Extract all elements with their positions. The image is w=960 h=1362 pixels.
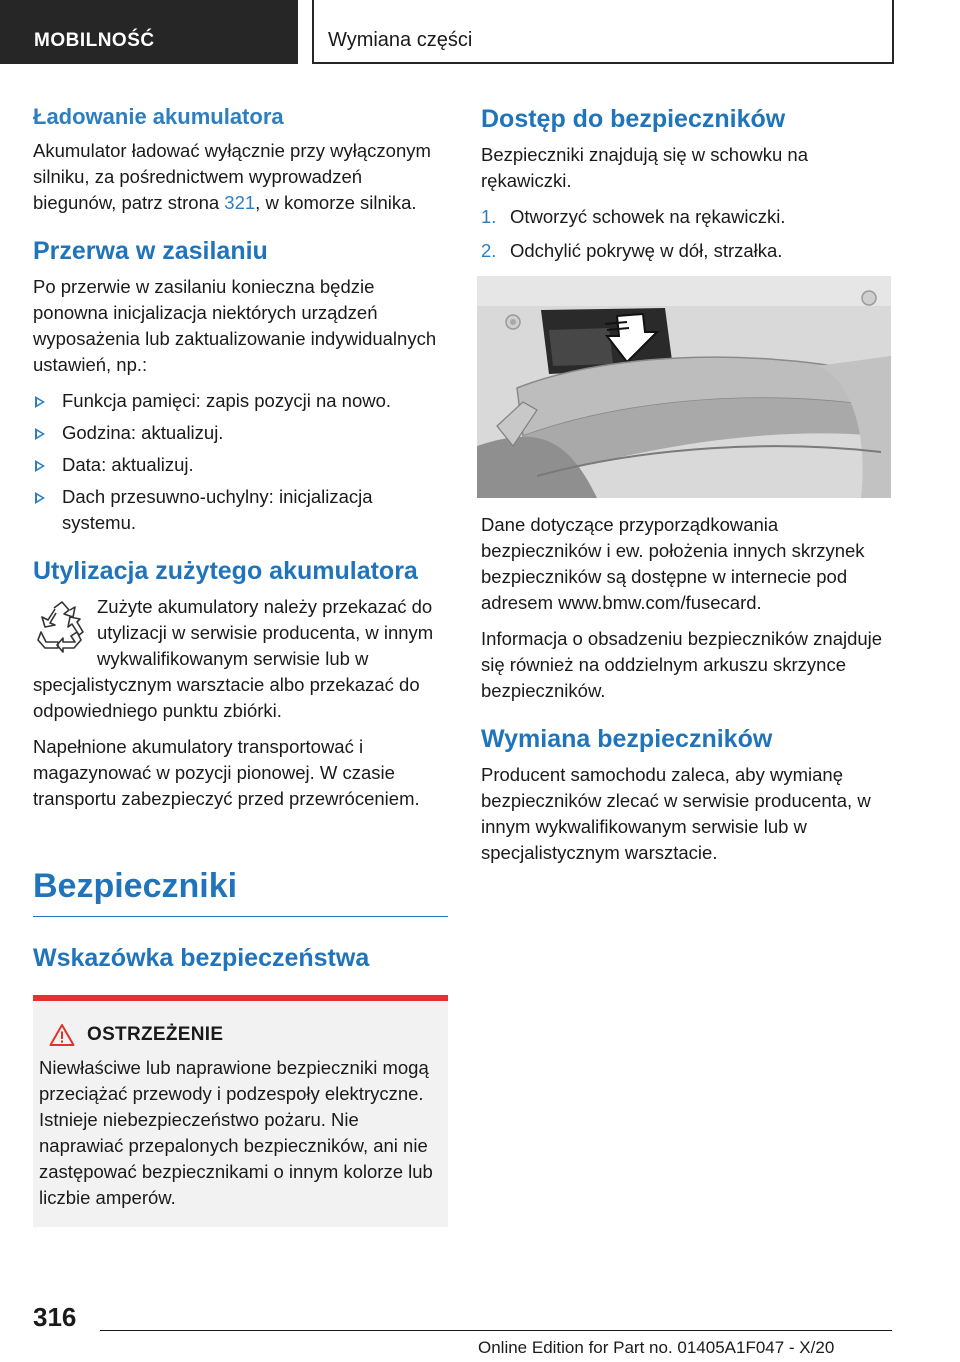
warning-label: OSTRZEŻENIE xyxy=(87,1024,224,1045)
list-item xyxy=(33,484,448,536)
header-section xyxy=(0,0,298,64)
charging-text-b: , w komorze silnika. xyxy=(255,192,417,213)
right-column xyxy=(481,100,891,876)
triangle-bullet-icon xyxy=(35,428,45,440)
page-link[interactable]: 321 xyxy=(224,192,256,213)
power-cut-text: Po przerwie w zasilaniu konieczna będzie ponowna inicjalizacja niektórych urządzeń wyposażenia lub zaktualizowanie indywidualnych ustawień, np.: xyxy=(33,276,437,375)
recycle-icon xyxy=(33,598,89,658)
replace-title: Wymiana bezpieczników xyxy=(481,725,773,753)
glovebox-photo xyxy=(477,276,891,498)
warning-header xyxy=(39,1023,436,1047)
list-item-text: Godzina: aktualizuj. xyxy=(62,422,224,443)
access-steps xyxy=(481,204,891,264)
step-number: 1. xyxy=(481,206,497,227)
header-section-label: MOBILNOŚĆ xyxy=(34,30,155,51)
disposal-title: Utylizacja zużytego akumulatora xyxy=(33,557,418,585)
left-column xyxy=(33,100,448,1227)
step-number: 2. xyxy=(481,240,497,261)
access-text: Bezpieczniki znajdują się w schowku na rękawiczki. xyxy=(481,144,809,191)
replace-text: Producent samochodu zaleca, aby wymianę bezpieczników zlecać w serwisie producenta, w innym wykwalifikowanym serwisie lub w specjalistycznym warsztacie. xyxy=(481,764,871,863)
charging-text xyxy=(33,138,448,216)
warning-text: Niewłaściwe lub naprawione bezpieczniki mogą przeciążać przewody i podzespoły elektryczne. Istnieje niebezpieczeństwo pożaru. Nie naprawiać przepalonych bezpieczników, ani nie zastępować bezpiecznikami o innym kolorze lub liczbie amperów. xyxy=(39,1057,433,1208)
triangle-bullet-icon xyxy=(35,396,45,408)
warning-triangle-icon xyxy=(49,1023,75,1047)
safety-title: Wskazówka bezpieczeństwa xyxy=(33,944,370,972)
access-title: Dostęp do bezpieczników xyxy=(481,105,786,133)
fuses-title: Bezpieczniki xyxy=(33,864,448,917)
step-item xyxy=(481,238,891,264)
disposal-text: Zużyte akumulatory należy przekazać do utylizacji w serwisie producenta, w innym wykwalifikowanym serwisie lub w specjalistycznym warsztacie albo przekazać do odpowiedniego punktu zbiórki. xyxy=(33,596,434,721)
step-text: Odchylić pokrywę w dół, strzałka. xyxy=(510,240,783,261)
disposal-text2: Napełnione akumulatory transportować i magazynować w pozycji pionowej. W czasie transportu zabezpieczyć przed przewróceniem. xyxy=(33,736,420,809)
warning-box xyxy=(33,995,448,1227)
fusecard-info: Dane dotyczące przyporządkowania bezpieczników i ew. położenia innych skrzynek bezpieczników są dostępne w internecie pod adresem www.bmw.com/fusecard. xyxy=(481,514,865,613)
list-item-text: Dach przesuwno-uchylny: inicjalizacja systemu. xyxy=(62,486,373,533)
list-item-text: Funkcja pamięci: zapis pozycji na nowo. xyxy=(62,390,392,411)
step-item xyxy=(481,204,891,230)
charging-text-a: Akumulator ładować wyłącznie przy wyłączonym silniku, za pośrednictwem wyprowadzeń biegunów, patrz strona xyxy=(33,140,431,213)
charging-title: Ładowanie akumulatora xyxy=(33,104,284,129)
power-cut-list xyxy=(33,388,448,536)
triangle-bullet-icon xyxy=(35,460,45,472)
page-number: 316 xyxy=(33,1302,77,1332)
list-item xyxy=(33,420,448,446)
step-text: Otworzyć schowek na rękawiczki. xyxy=(510,206,786,227)
header-chapter-label: Wymiana części xyxy=(328,29,473,51)
footer-divider xyxy=(100,1330,892,1331)
disposal-block xyxy=(33,594,448,724)
footer-edition: Online Edition for Part no. 01405A1F047 - X/20 xyxy=(478,1338,835,1357)
fuse-sheet-info: Informacja o obsadzeniu bezpieczników znajduje się również na oddzielnym arkuszu skrzynce bezpieczników. xyxy=(481,628,883,701)
header-chapter xyxy=(312,0,894,64)
list-item xyxy=(33,388,448,414)
list-item-text: Data: aktualizuj. xyxy=(62,454,194,475)
triangle-bullet-icon xyxy=(35,492,45,504)
power-cut-title: Przerwa w zasilaniu xyxy=(33,237,268,265)
list-item xyxy=(33,452,448,478)
